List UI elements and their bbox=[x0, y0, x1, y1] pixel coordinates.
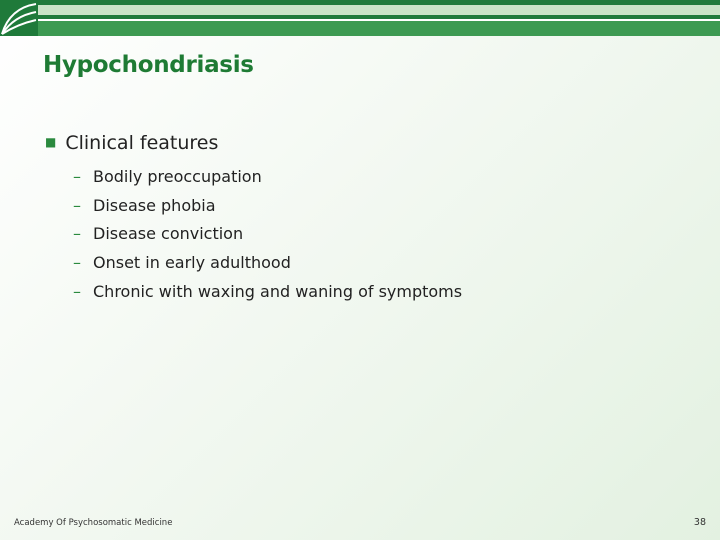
dash-bullet-icon: – bbox=[73, 252, 81, 272]
header-stripe-light bbox=[38, 5, 720, 15]
main-bullet bbox=[45, 132, 685, 154]
slide-title: Hypochondriasis bbox=[43, 52, 254, 78]
sub-bullet-text: Onset in early adulthood bbox=[93, 252, 291, 272]
sub-bullet-item bbox=[73, 277, 685, 306]
header-band bbox=[38, 0, 720, 36]
sub-bullet-item bbox=[73, 191, 685, 220]
square-bullet-icon: ■ bbox=[45, 135, 57, 149]
dash-bullet-icon: – bbox=[73, 224, 81, 244]
sub-bullet-item bbox=[73, 219, 685, 248]
dash-bullet-icon: – bbox=[73, 281, 81, 301]
arc-logo-icon bbox=[0, 0, 38, 36]
sub-bullet-item bbox=[73, 248, 685, 277]
header-stripe-middle bbox=[38, 15, 720, 19]
slide-content bbox=[45, 132, 685, 305]
sub-bullet-item bbox=[73, 162, 685, 191]
dash-bullet-icon: – bbox=[73, 166, 81, 186]
sub-bullet-text: Disease conviction bbox=[93, 224, 244, 244]
dash-bullet-icon: – bbox=[73, 195, 81, 215]
sub-bullet-text: Chronic with waxing and waning of symptoms bbox=[93, 281, 463, 301]
sub-bullet-text: Bodily preoccupation bbox=[93, 166, 262, 186]
footer-text: Academy Of Psychosomatic Medicine bbox=[14, 518, 173, 528]
page-number: 38 bbox=[693, 517, 706, 528]
header-stripe-bottom bbox=[38, 21, 720, 36]
sub-bullet-text: Disease phobia bbox=[93, 195, 216, 215]
main-bullet-text: Clinical features bbox=[65, 132, 219, 154]
sub-bullet-list bbox=[45, 162, 685, 305]
